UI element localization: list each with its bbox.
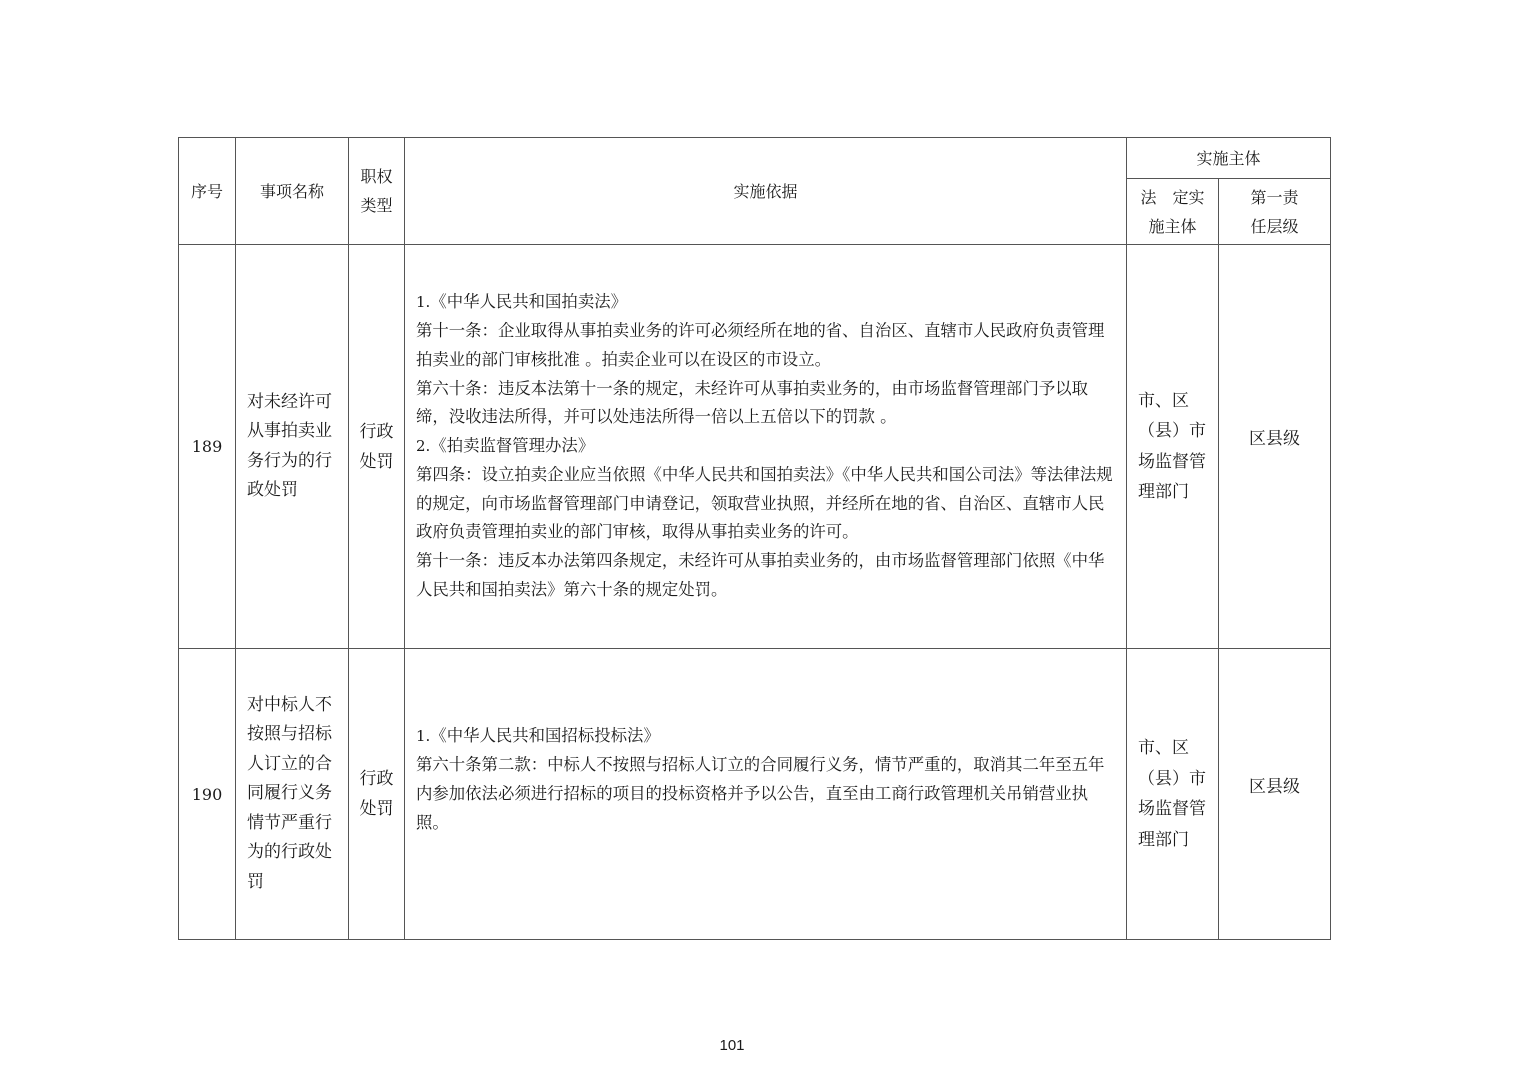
basis-article: 第十一条：违反本办法第四条规定，未经许可从事拍卖业务的，由市场监督管理部门依照《中华人民共和国拍卖法》第六十条的规定处罚。 (416, 551, 1105, 600)
table-row (179, 649, 1331, 940)
row-name: 对未经许可从事拍卖业务行为的行政处罚 (236, 245, 349, 649)
page-number: 101 (719, 1037, 745, 1054)
basis-article: 第十一条：企业取得从事拍卖业务的许可必须经所在地的省、自治区、直辖市人民政府负责管理拍卖业的部门审核批准 。拍卖企业可以在设区的市设立。 (416, 320, 1105, 369)
header-type: 职权类型 (349, 138, 405, 245)
header-legal-subject: 法 定实施主体 (1127, 179, 1219, 245)
row-seq: 189 (179, 245, 236, 649)
row-subject: 市、区（县）市场监督管理部门 (1127, 245, 1219, 649)
row-type: 行政处罚 (349, 649, 405, 940)
basis-article: 第六十条第二款：中标人不按照与招标人订立的合同履行义务，情节严重的，取消其二年至五年内参加依法必须进行招标的项目的投标资格并予以公告，直至由工商行政管理机关吊销营业执照。 (416, 755, 1105, 832)
header-name: 事项名称 (236, 138, 349, 245)
powers-table (178, 137, 1331, 940)
basis-article: 第六十条：违反本法第十一条的规定，未经许可从事拍卖业务的，由市场监督管理部门予以取缔，没收违法所得，并可以处违法所得一倍以上五倍以下的罚款 。 (416, 378, 1089, 427)
basis-article: 第四条：设立拍卖企业应当依照《中华人民共和国拍卖法》《中华人民共和国公司法》等法律法规的规定，向市场监督管理部门申请登记，领取营业执照，并经所在地的省、自治区、直辖市人民政府负责管理拍卖业的部门审核，取得从事拍卖业务的许可。 (416, 464, 1113, 542)
basis-law-title: 1.《中华人民共和国招标投标法》 (416, 726, 660, 746)
header-seq: 序号 (179, 138, 236, 245)
row-subject: 市、区（县）市场监督管理部门 (1127, 649, 1219, 940)
row-type: 行政处罚 (349, 245, 405, 649)
basis-law-title: 1.《中华人民共和国拍卖法》 (416, 292, 627, 312)
row-basis (405, 245, 1127, 649)
row-level: 区县级 (1219, 245, 1331, 649)
header-subject-group: 实施主体 (1127, 138, 1331, 179)
row-name: 对中标人不按照与招标人订立的合同履行义务情节严重行为的行政处罚 (236, 649, 349, 940)
row-basis (405, 649, 1127, 940)
header-first-level: 第一责任层级 (1219, 179, 1331, 245)
table-row (179, 245, 1331, 649)
header-basis: 实施依据 (405, 138, 1127, 245)
basis-law-title: 2.《拍卖监督管理办法》 (416, 436, 595, 456)
row-seq: 190 (179, 649, 236, 940)
row-level: 区县级 (1219, 649, 1331, 940)
